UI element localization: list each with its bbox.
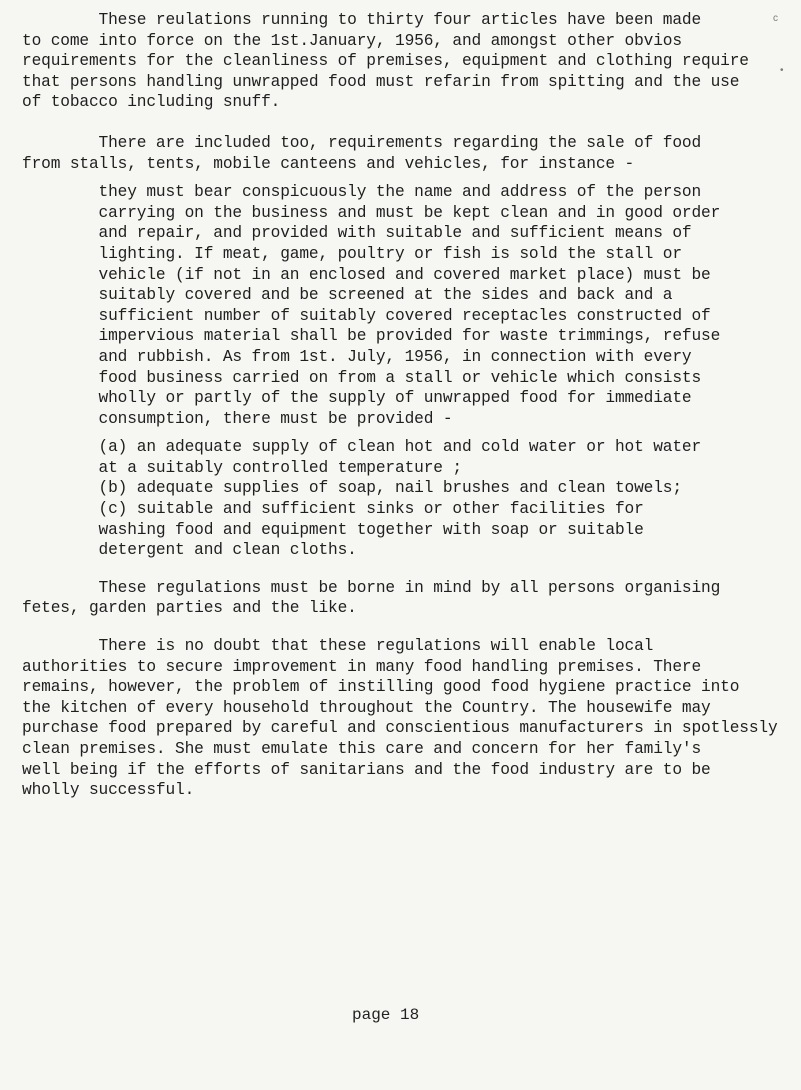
text-line: sufficient number of suitably covered receptacles constructed of (22, 306, 711, 325)
text-line: to come into force on the 1st.January, 1956, and amongst other obvios (22, 31, 682, 50)
text-line: These reulations running to thirty four articles have been made (22, 11, 702, 29)
paragraph-facilities-list (22, 437, 792, 561)
paragraph-fetes-warning (22, 578, 792, 619)
text-line: suitably covered and be screened at the sides and back and a (22, 286, 673, 305)
scan-mark: c (773, 13, 778, 24)
paragraph-food-stalls (22, 133, 792, 174)
document-body (22, 10, 792, 801)
text-line: There is no doubt that these regulations will enable local (22, 637, 654, 656)
paragraph-household-hygiene (22, 636, 792, 801)
paragraph-stall-requirements (22, 182, 792, 429)
text-line: authorities to secure improvement in many food handling premises. There (22, 657, 702, 676)
text-line: There are included too, requirements regarding the sale of food (22, 133, 702, 152)
list-item-b: (b) adequate supplies of soap, nail brushes and clean towels; (22, 479, 682, 498)
text-line: and rubbish. As from 1st. July, 1956, in connection with every (22, 347, 692, 366)
paragraph-gap (22, 113, 792, 133)
text-line: impervious material shall be provided for waste trimmings, refuse (22, 327, 721, 346)
text-line: fetes, garden parties and the like. (22, 599, 357, 618)
paragraph-gap (22, 561, 792, 578)
paragraph-gap (22, 429, 792, 437)
text-line: These regulations must be borne in mind by all persons organising (22, 578, 721, 597)
text-line: remains, however, the problem of instilling good food hygiene practice into (22, 678, 740, 697)
text-line: of tobacco including snuff. (22, 93, 281, 112)
list-item-a: (a) an adequate supply of clean hot and cold water or hot water (22, 438, 702, 457)
text-line: wholly successful. (22, 781, 195, 800)
text-line: clean premises. She must emulate this care and concern for her family's (22, 740, 702, 758)
paragraph-gap (22, 619, 792, 636)
list-item-c: (c) suitable and sufficient sinks or other facilities for (22, 500, 644, 519)
list-item-a-continued: at a suitably controlled temperature ; (22, 458, 462, 477)
text-line: carrying on the business and must be kept clean and in good order (22, 203, 721, 222)
page-number: page 18 (352, 1006, 420, 1024)
text-line: they must bear conspicuously the name and address of the person (22, 183, 702, 202)
text-line: lighting. If meat, game, poultry or fish is sold the stall or (22, 244, 682, 263)
text-line: vehicle (if not in an enclosed and covered market place) must be (22, 265, 711, 284)
text-line: well being if the efforts of sanitarians and the food industry are to be (22, 760, 711, 779)
text-line: the kitchen of every household throughout the Country. The housewife may (22, 698, 711, 717)
text-line: from stalls, tents, mobile canteens and vehicles, for instance - (22, 154, 635, 173)
paragraph-gap (22, 174, 792, 182)
scan-mark: • (780, 65, 784, 76)
text-line: and repair, and provided with suitable and sufficient means of (22, 224, 692, 243)
paragraph-regulations-intro (22, 10, 792, 113)
list-item-c-continued: detergent and clean cloths. (22, 541, 357, 560)
text-line: food business carried on from a stall or vehicle which consists (22, 368, 702, 387)
list-item-c-continued: washing food and equipment together with soap or suitable (22, 520, 644, 539)
text-line: that persons handling unwrapped food must refarin from spitting and the use (22, 72, 740, 91)
text-line: requirements for the cleanliness of premises, equipment and clothing require (22, 52, 749, 71)
text-line: consumption, there must be provided - (22, 409, 453, 428)
text-line: wholly or partly of the supply of unwrapped food for immediate (22, 389, 692, 408)
text-line: purchase food prepared by careful and conscientious manufacturers in spotlessly (22, 719, 778, 738)
